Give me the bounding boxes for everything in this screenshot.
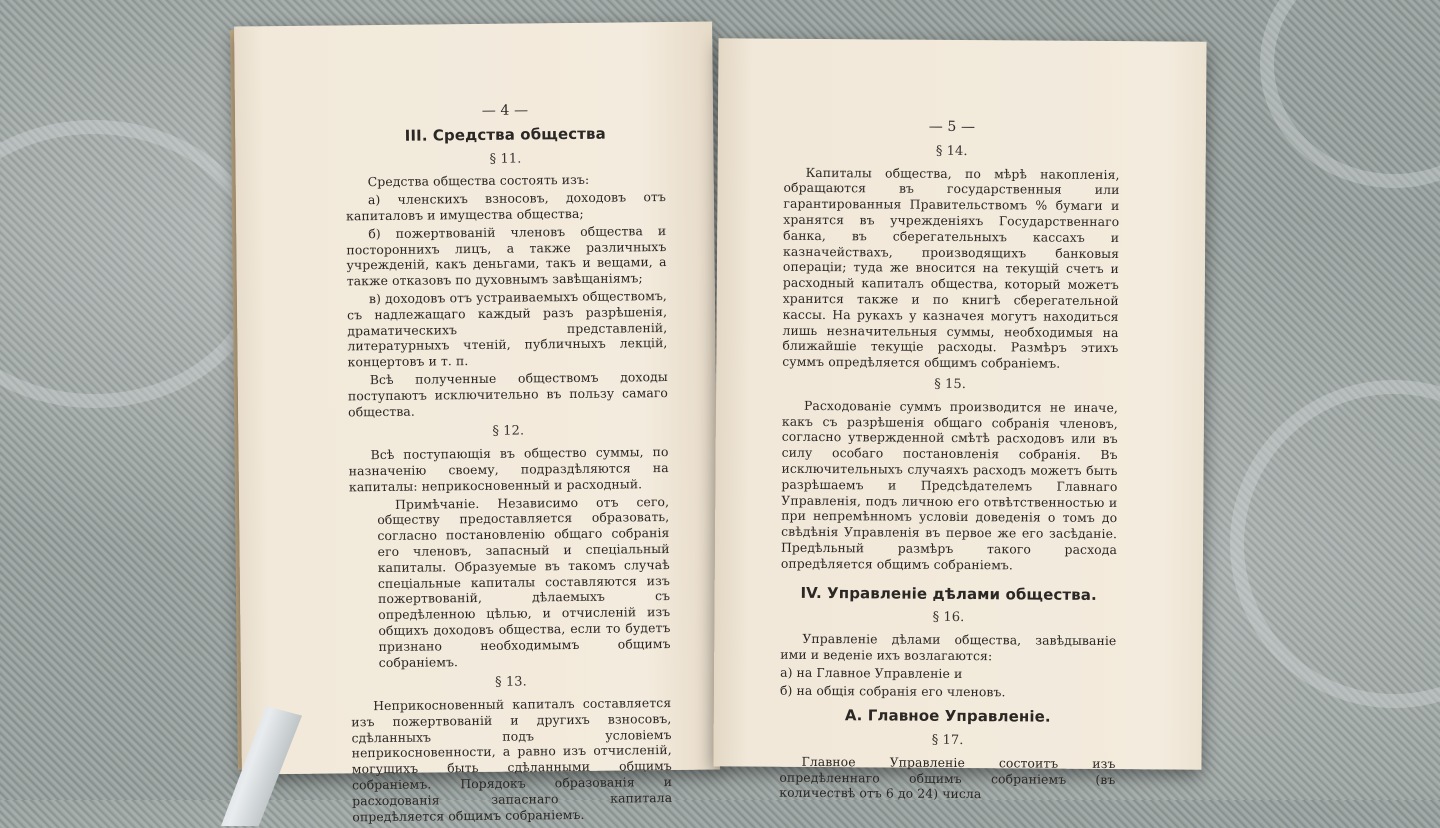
paragraph-number: § 12. xyxy=(492,423,525,440)
paragraph-item: а) на Главное Управленіе и xyxy=(780,664,963,681)
left-page-content xyxy=(345,102,673,827)
right-page-content xyxy=(779,119,1120,806)
note-text: Примѣчаніе. Независимо отъ сего, обществу предоставляется образовать, согласно постановленію общаго собранія его членовъ, запасный и спеціальный капиталы. Образуемые въ такомъ случаѣ спеціальные капиталы составляются изъ пожертвованій, дѣлаемыхъ съ опредѣленною цѣлью, и отчисленій изъ общихъ доходовъ общества, если то будетъ признано необходимымъ общимъ собраніемъ. xyxy=(377,493,671,670)
paragraph-number: § 16. xyxy=(932,610,965,626)
paragraph-text: Средства общества состоять изъ: xyxy=(367,172,590,190)
cloth-pattern xyxy=(0,120,268,408)
cloth-pattern xyxy=(1260,0,1440,188)
paragraph-item: б) пожертвованій членовъ общества и постороннихъ лицъ, а также различныхъ учрежденій, какъ деньгами, такъ и вещами, а также отказовъ по духовнымъ завѣщаніямъ; xyxy=(346,222,667,289)
cloth-pattern xyxy=(1230,380,1440,708)
paragraph-number: § 17. xyxy=(931,732,964,749)
paragraph-item: в) доходовъ отъ устраиваемыхъ обществомъ, съ надлежащаго каждый разъ разрѣшенія, драматическихъ представленій, литературныхъ чтеній, публичныхъ лекцій, концертовъ и т. п. xyxy=(347,287,668,370)
paragraph-number: § 13. xyxy=(494,674,527,691)
paragraph-text: Главное Управленіе состоитъ изъ опредѣленнаго общимъ собраніемъ (въ количествѣ отъ 6 до 24) числа xyxy=(779,753,1116,802)
paragraph-number: § 11. xyxy=(489,151,522,167)
section-heading: III. Средства общества xyxy=(404,124,606,145)
paragraph-number: § 14. xyxy=(935,143,968,159)
paragraph-text: Неприкосновенный капиталъ составляется изъ пожертвованій и другихъ взносовъ, сдѣланныхъ подъ условіемъ неприкосновенности, а равно изъ отчисленій, могущихъ быть сдѣланными общимъ собраніемъ. Порядокъ образованія и расходованія запаснаго капитала опредѣляется общимъ собраніемъ. xyxy=(351,695,673,824)
page-number: — 5 — xyxy=(928,118,976,136)
paragraph-text: Управленіе дѣлами общества, завѣдываніе ими и веденіе ихъ возлагаются: xyxy=(780,631,1117,664)
page-number: — 4 — xyxy=(481,102,529,119)
left-page xyxy=(234,22,720,824)
right-page xyxy=(713,38,1206,802)
paragraph-text: Капиталы общества, по мѣрѣ накопленія, обращаются въ государственныя или гарантированныя Правительствомъ % бумаги и хранятся въ учрежденіяхъ Государственнаго банка, въ сберегательныхъ кассахъ и казначействахъ, производящихъ банковыя операціи; туда же вносится на текущій счетъ и расходный капиталъ общества, который можетъ хранится также и по книгѣ сберегательной кассы. На рукахъ у казначея могутъ находиться лишь незначительныя суммы, необходимыя на ближайшіе текущіе расходы. Размѣръ этихъ суммъ опредѣляется общимъ собраніемъ. xyxy=(782,164,1120,371)
paragraph-item: а) членскихъ взносовъ, доходовъ отъ капиталовъ и имущества общества; xyxy=(346,189,666,224)
paragraph-text: Всѣ поступающія въ общество суммы, по назначенію своему, подраздѣляются на капиталы: неприкосновенный и расходный. xyxy=(348,444,669,495)
paragraph-text: Расходованіе суммъ производится не иначе, какъ съ разрѣшенія общаго собранія членовъ, согласно утвержденной смѣтѣ расходовъ или въ силу особаго постановленія собранія. Въ исключительныхъ случаяхъ расходъ можетъ быть разрѣшаемъ и Предсѣдателемъ Главнаго Управленія, подъ личною его отвѣтственностью и при непремѣнномъ условіи доведенія о томъ до свѣдѣнія Управленія въ первое же его засѣданіе. Предѣльный размѣръ такого расхода опредѣляется общимъ собраніемъ. xyxy=(780,397,1119,573)
section-heading: IV. Управленіе дѣлами общества. xyxy=(800,583,1097,604)
paragraph-number: § 15. xyxy=(934,376,967,392)
subsection-heading: А. Главное Управленіе. xyxy=(844,706,1051,726)
paragraph-item: б) на общія собранія его членовъ. xyxy=(779,682,1006,699)
paragraph-text: Всѣ полученные обществомъ доходы поступаютъ исключительно въ пользу самаго общества. xyxy=(347,368,669,419)
